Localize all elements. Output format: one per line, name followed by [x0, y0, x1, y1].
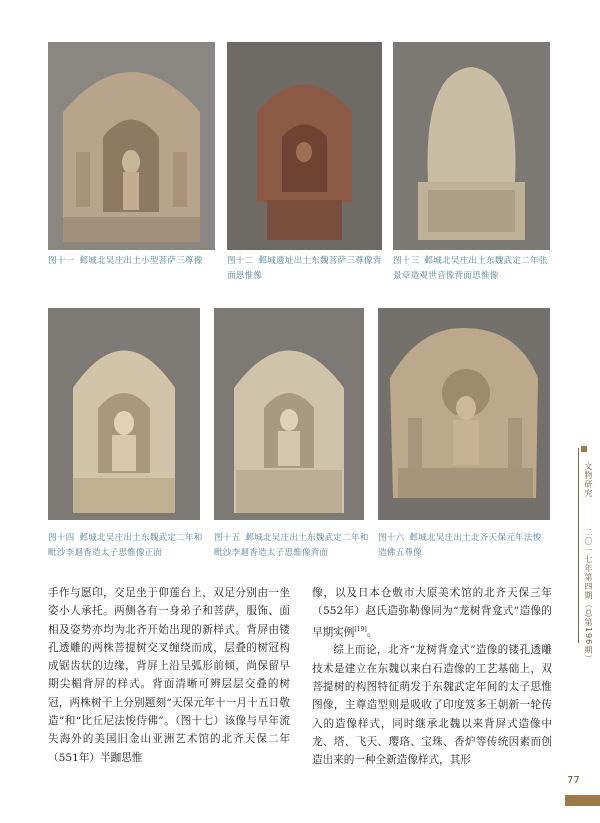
stele-image: [48, 308, 200, 520]
caption-text: 邺城北吴庄出土北齐天保元年法悛造佛五尊像: [378, 533, 542, 558]
footnote-ref[interactable]: [19]: [354, 625, 367, 633]
stele-image: [227, 42, 382, 250]
figure-12-photo: [227, 42, 382, 250]
journal-name: 文物研究: [584, 462, 593, 498]
figure-11-photo: [48, 42, 215, 250]
figure-11-caption: [48, 254, 220, 269]
figure-label: 图十四: [48, 533, 75, 543]
stele-image: [48, 42, 215, 250]
paragraph-text: 像，以及日本仓敷市大原美术馆的北齐天保三年（552年）赵氏造弥勒像同为“龙树背龛式”造像的早期实例: [312, 587, 552, 639]
stele-image: [214, 308, 364, 520]
body-paragraph: 手作与愿印，交足坐于仰莲台上，双足分别由一坐姿小人承托。两侧各有一身弟子和菩萨，服饰、面相及姿势亦均为北齐开始出现的新样式。背屏由镂孔透雕的两株菩提树交叉缠绕而成，层叠的树冠构成锯齿状的边缘，背屏上沿呈弧形前倾，尚保留早期尖楣背屏的样式。背面清晰可辨层层交叠的树冠，两株树干上分别题刻“天保元年十一月十五日敬造”和“比丘尼法悛侍佛”。（图十七）该像与早年流失海外的美国旧金山亚洲艺术馆的北齐天保二年（551年）半跏思惟: [48, 587, 290, 764]
figure-13-photo: [393, 42, 550, 250]
sidebar-rule: [578, 448, 579, 643]
figure-14-caption: [48, 531, 206, 561]
stele-image: [393, 42, 550, 250]
body-paragraph: [312, 584, 552, 641]
figure-label: 图十三: [393, 256, 420, 266]
page-number: 77: [567, 775, 580, 786]
caption-text: 邺城遗址出土东魏菩萨三尊像背面思惟像: [227, 256, 382, 281]
figure-label: 图十一: [48, 256, 75, 266]
body-paragraph: 综上而论，北齐“龙树背龛式”造像的镂孔透雕技术是建立在东魏以来白石造像的工艺基础上，双菩提树的构图特征萌发于东魏武定年间的太子思惟图像，主尊造型则是吸收了印度笈多王朝新一轮传入的造像样式，同时继承北魏以来背屏式造像中龙、塔、飞天、璎珞、宝珠、香炉等传统因素而创造出来的一种全新造像样式，其形: [312, 644, 552, 767]
body-column-right: [312, 584, 552, 770]
sidebar-marker: [581, 446, 587, 452]
figure-15-caption: [214, 531, 369, 561]
figure-16-caption: [378, 531, 550, 561]
paragraph-end: 。: [366, 626, 378, 639]
figure-label: 图十二: [227, 256, 254, 266]
figure-label: 图十五: [214, 533, 241, 543]
figure-15-photo: [214, 308, 364, 520]
page-number-bar: [565, 795, 600, 806]
figure-14-photo: [48, 308, 200, 520]
figure-12-caption: [227, 254, 382, 284]
figure-label: 图十六: [378, 533, 405, 543]
caption-text: 邺城北吴庄出土东魏武定二年张景章造观世音像背面思惟像: [393, 256, 548, 281]
stele-image: [378, 308, 550, 520]
figure-13-caption: [393, 254, 550, 284]
issue-info: 二〇一七年第四期（总第196期）: [584, 528, 593, 664]
caption-text: 邺城北吴庄出土东魏武定二年和毗沙李迴香造太子思惟像正面: [48, 533, 203, 558]
caption-text: 邺城北吴庄出土东魏武定二年和毗沙李迴香造太子思惟像背面: [214, 533, 369, 558]
body-column-left: [48, 584, 290, 767]
figure-16-photo: [378, 308, 550, 520]
caption-text: 邺城北吴庄出土小型菩萨三尊像: [79, 256, 203, 266]
